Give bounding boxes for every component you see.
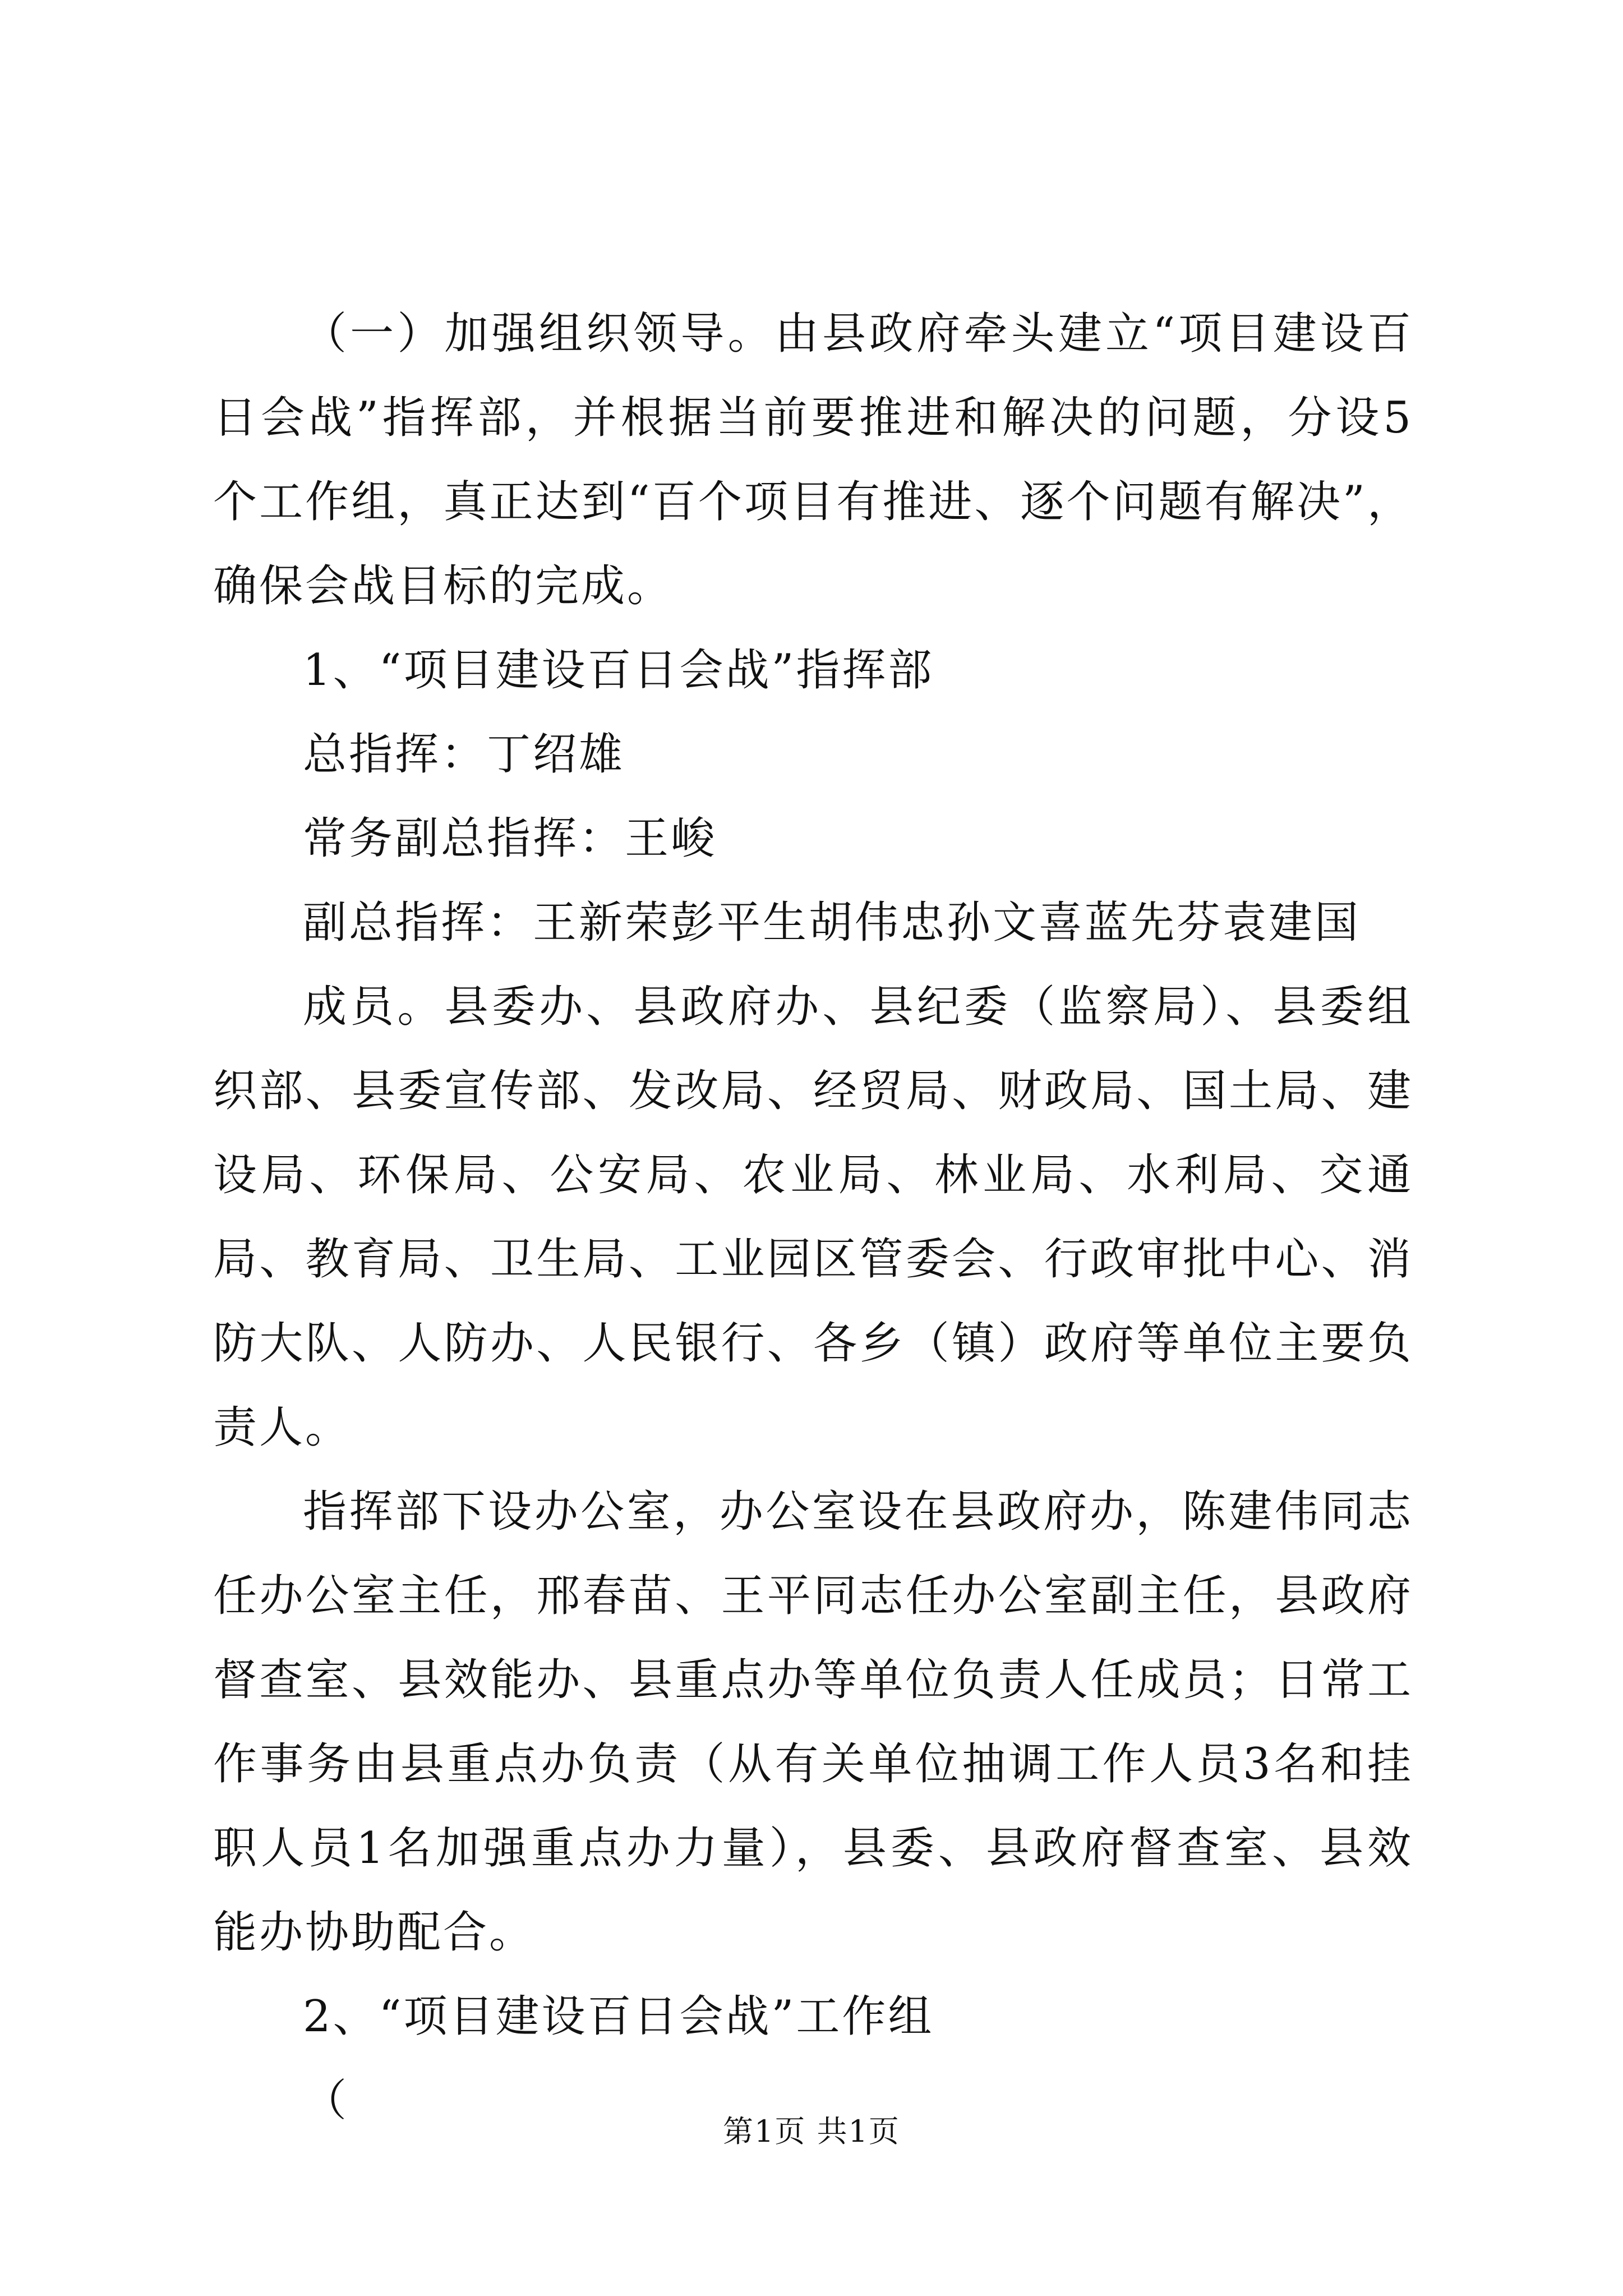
heading-command-center: 1、“项目建设百日会战”指挥部: [303, 645, 934, 696]
paragraph-organization-leadership: （一）加强组织领导。由县政府牵头建立“项目建设百日会战”指挥部，并根据当前要推进和解决的问题，分设5个工作组，真正达到“百个项目有推进、逐个问题有解决”，确保会战目标的完成。: [213, 309, 1413, 611]
paragraph-command-office: 指挥部下设办公室，办公室设在县政府办，陈建伟同志任办公室主任，邢春苗、王平同志任办公室副主任，县政府督查室、县效能办、县重点办等单位负责人任成员；日常工作事务由县重点办负责（从有关单位抽调工作人员3名和挂职人员1名加强重点办力量），县委、县政府督查室、县效能办协助配合。: [213, 1487, 1413, 1958]
page-footer: 第1页 共1页: [723, 2114, 900, 2149]
paragraph-members: 成员。县委办、县政府办、县纪委（监察局）、县委组织部、县委宣传部、发改局、经贸局、财政局、国土局、建设局、环保局、公安局、农业局、林业局、水利局、交通局、教育局、卫生局、工业园区管委会、行政审批中心、消防大队、人防办、人民银行、各乡（镇）政府等单位主要负责人。: [213, 982, 1413, 1453]
paragraph-deputy-commanders: 副总指挥：王新荣彭平生胡伟忠孙文喜蓝先芬袁建国: [303, 898, 1361, 948]
paragraph-commander: 总指挥：丁绍雄: [303, 729, 625, 780]
paragraph-executive-deputy-commander: 常务副总指挥：王峻: [303, 813, 717, 864]
heading-working-groups: 2、“项目建设百日会战”工作组: [303, 1991, 934, 2042]
document-body: [213, 292, 1413, 2143]
paragraph-continuation: （: [303, 2076, 349, 2126]
